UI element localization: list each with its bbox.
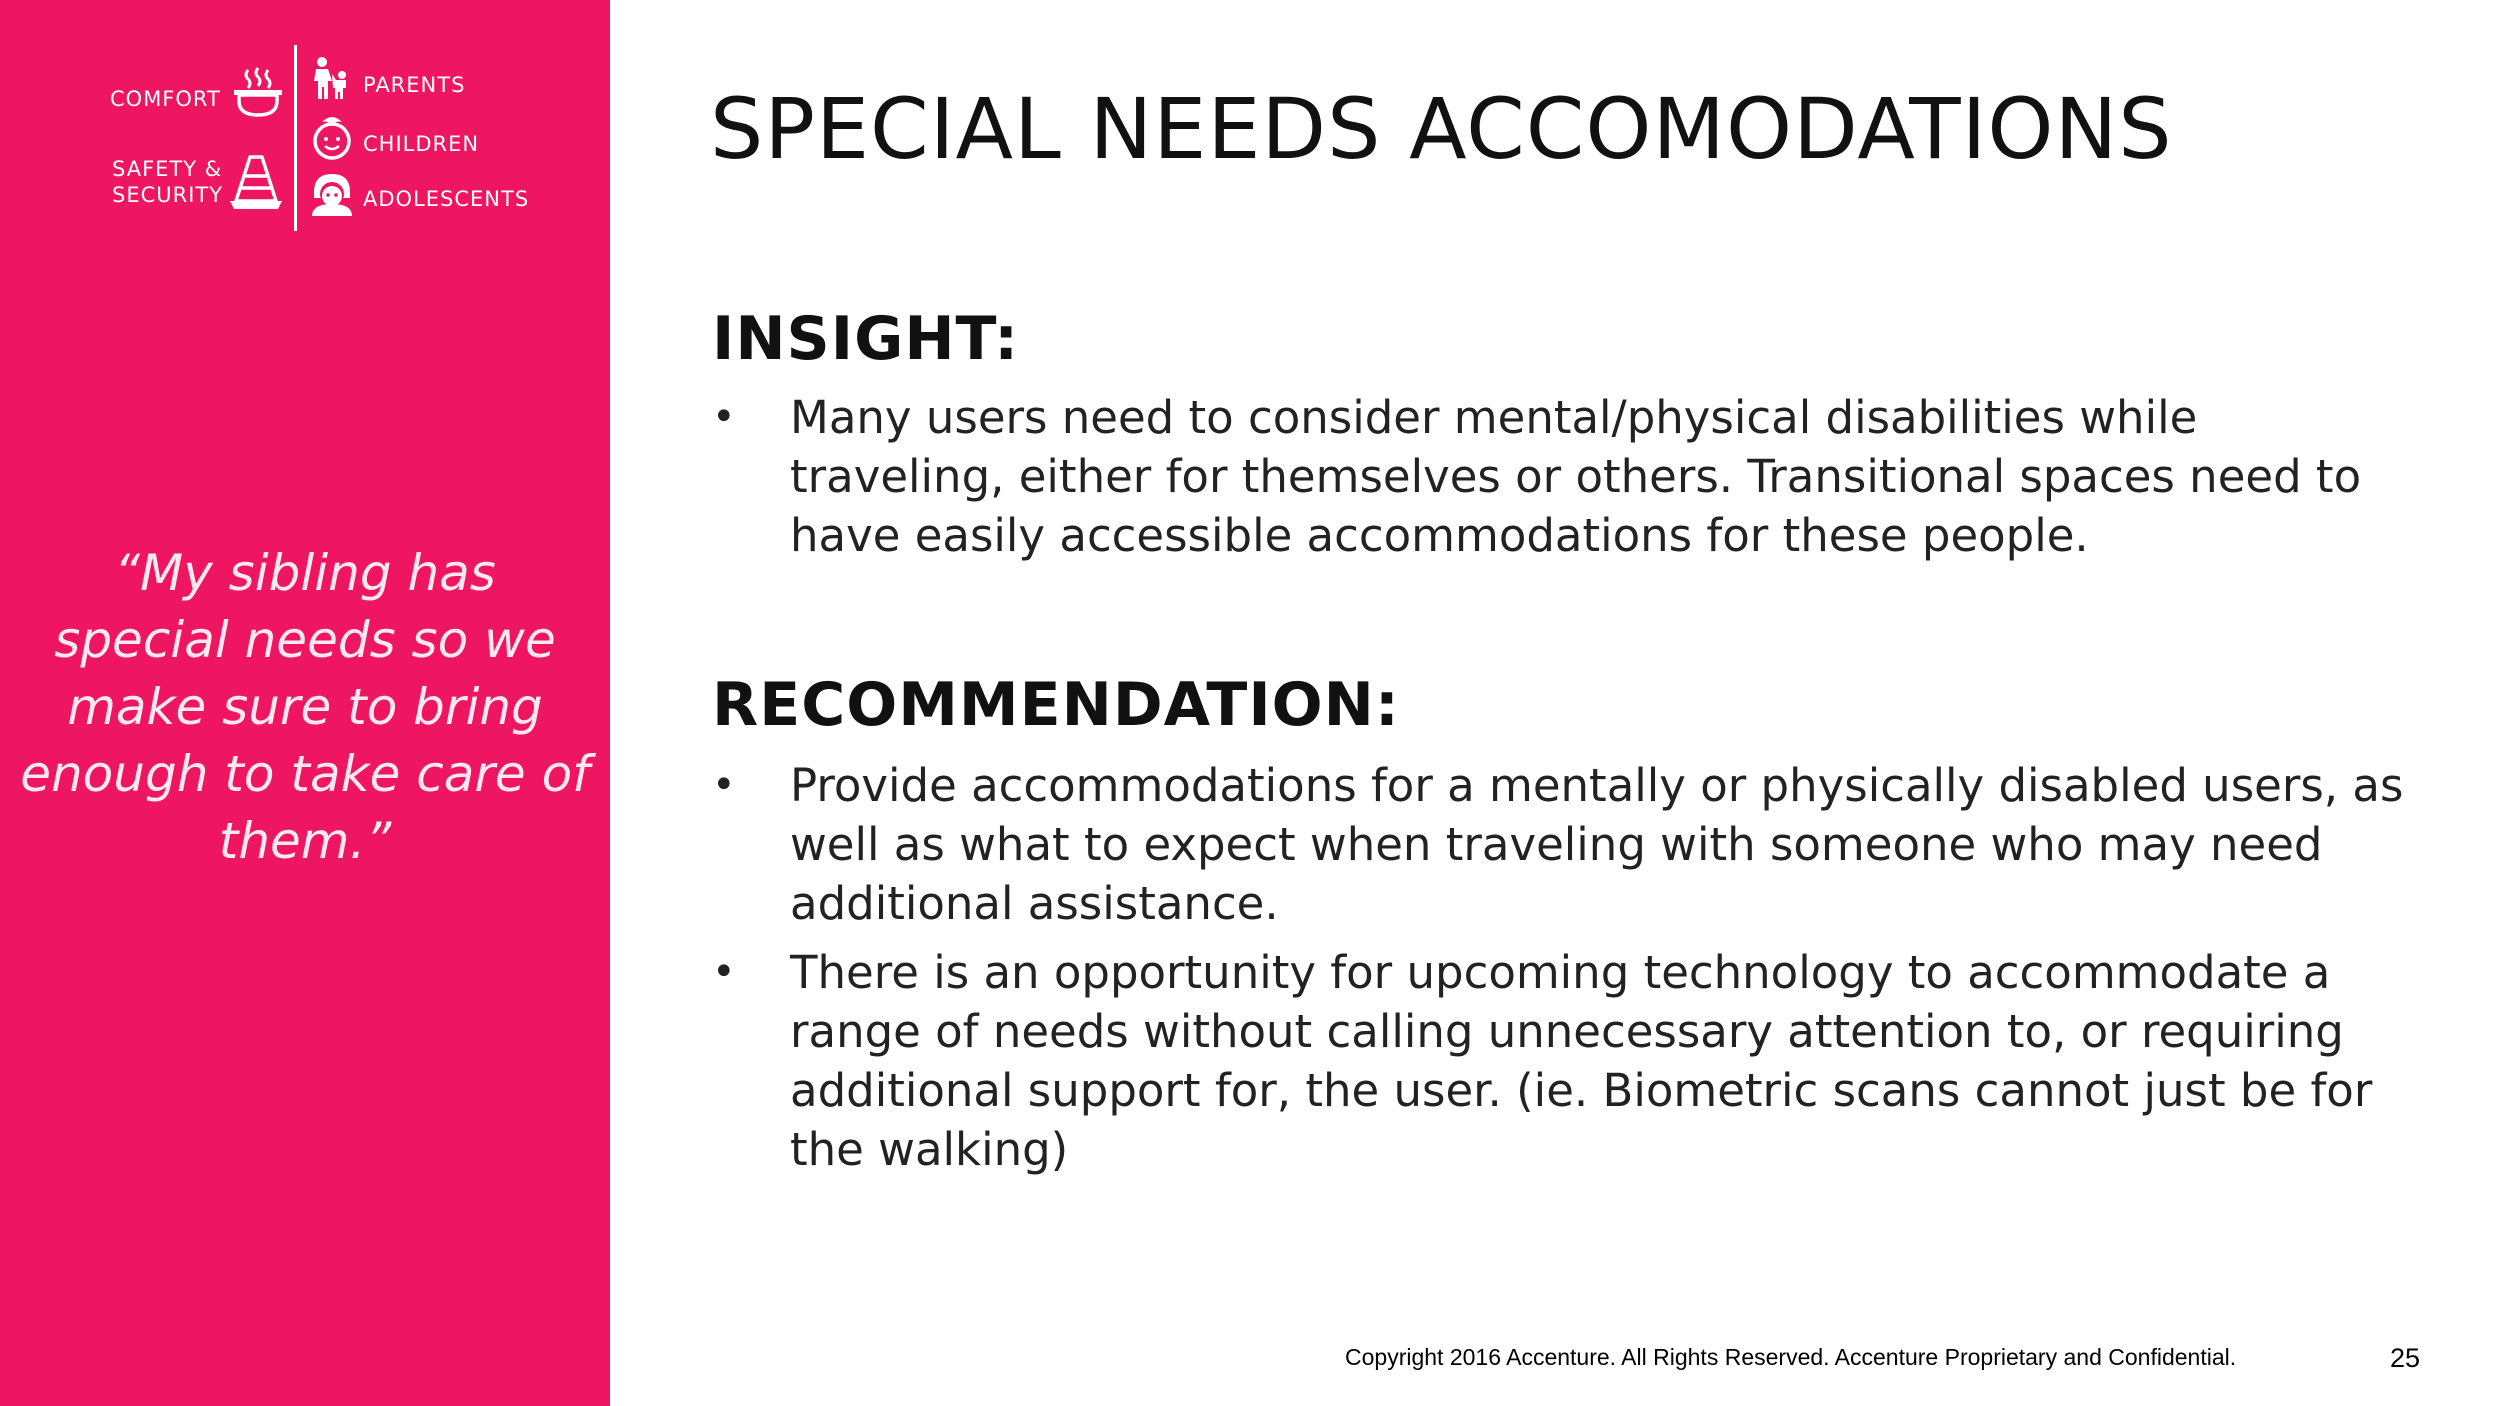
adolescent-face-icon — [310, 172, 354, 216]
parent-child-icon — [312, 56, 352, 100]
page-number: 25 — [2390, 1343, 2421, 1373]
page-title: SPECIAL NEEDS ACCOMODATIONS — [710, 80, 2173, 178]
list-item — [712, 388, 2422, 565]
bullet-text: Many users need to consider mental/physical disabilities while traveling, either for themselves or others. Transitional spaces need to have easily accessible accommodations for these people. — [790, 391, 2362, 562]
category-parents: PARENTS — [363, 73, 466, 97]
recommendation-bullet-list — [712, 756, 2422, 1189]
category-safety-line1: SAFETY & — [112, 157, 223, 181]
user-quote: “My sibling has special needs so we make sure to bring enough to take care of them.” — [20, 544, 590, 870]
insight-heading: INSIGHT: — [712, 304, 1020, 374]
cooking-pot-icon — [232, 66, 284, 118]
bullet-marker: • — [712, 762, 736, 808]
list-item — [712, 756, 2422, 933]
traffic-cone-icon — [228, 154, 284, 212]
list-item — [712, 943, 2422, 1179]
insight-bullet-list — [712, 388, 2422, 575]
category-safety-line2: SECURITY — [112, 183, 224, 207]
category-divider — [294, 45, 297, 231]
bullet-text: Provide accommodations for a mentally or physically disabled users, as well as what to expect when traveling with someone who may need additional assistance. — [790, 759, 2404, 930]
category-children: CHILDREN — [363, 132, 480, 156]
copyright-notice: Copyright 2016 Accenture. All Rights Reserved. Accenture Proprietary and Confidential. — [1345, 1344, 2237, 1370]
sidebar-panel — [0, 0, 610, 1406]
recommendation-heading: RECOMMENDATION: — [712, 670, 1400, 740]
child-face-icon — [310, 114, 354, 162]
category-adolescents: ADOLESCENTS — [363, 187, 530, 211]
category-comfort: COMFORT — [110, 87, 221, 111]
bullet-marker: • — [712, 394, 736, 440]
bullet-marker: • — [712, 949, 736, 995]
bullet-text: There is an opportunity for upcoming technology to accommodate a range of needs without calling unnecessary attention to, or requiring additional support for, the user. (ie. Biometric scans cannot just be for the walking) — [790, 946, 2373, 1176]
